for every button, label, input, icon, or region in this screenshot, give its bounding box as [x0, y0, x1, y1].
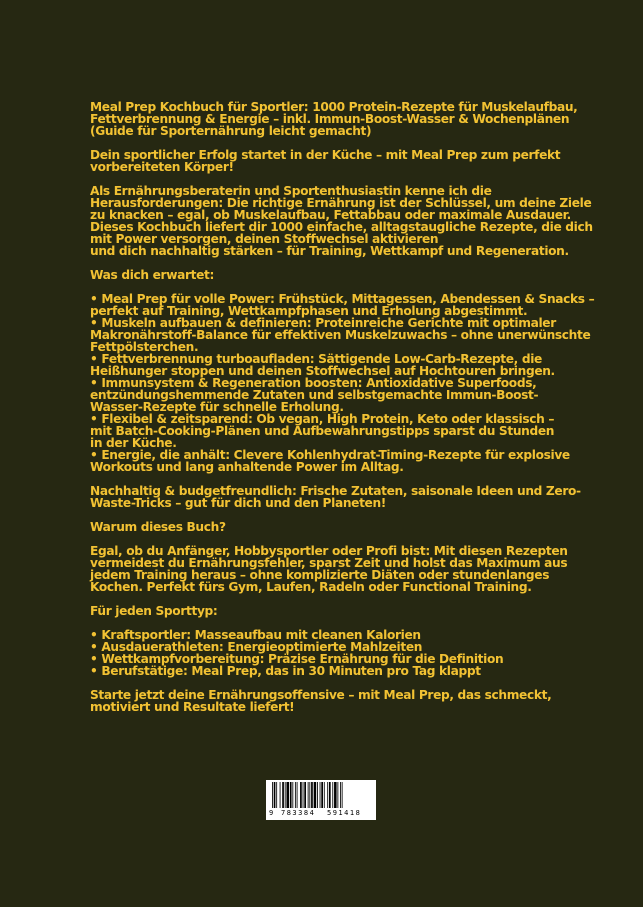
barcode-bar — [332, 782, 333, 808]
intro-line: Dieses Kochbuch liefert dir 1000 einfache, alltagstaugliche Rezepte, die dich — [90, 220, 593, 234]
closing-line: Starte jetzt deine Ernährungsoffensive – mit Meal Prep, das schmeckt, — [90, 688, 552, 702]
list-item: mit Batch-Cooking-Plänen und Aufbewahrungstipps sparst du Stunden — [90, 424, 555, 438]
expect-list — [90, 292, 595, 474]
barcode-bar — [282, 782, 284, 808]
barcode-bar — [342, 782, 343, 808]
barcode-bar — [303, 782, 304, 808]
sustainable-line: Nachhaltig & budgetfreundlich: Frische Zutaten, saisonale Ideen und Zero- — [90, 484, 581, 498]
list-item: • Muskeln aufbauen & definieren: Proteinreiche Gerichte mit optimaler — [90, 316, 556, 330]
barcode-bar — [285, 782, 286, 808]
list-item: • Meal Prep für volle Power: Frühstück, Mittagessen, Abendessen & Snacks – — [90, 292, 595, 306]
list-item: Makronährstoff-Balance für effektiven Muskelzuwachs – ohne unerwünschte — [90, 328, 591, 342]
title-line: (Guide für Sporternährung leicht gemacht) — [90, 124, 372, 138]
list-item: • Kraftsportler: Masseaufbau mit cleanen Kalorien — [90, 628, 421, 642]
list-item: perfekt auf Training, Wettkampfphasen und Erholung abgestimmt. — [90, 304, 528, 318]
barcode-bar — [329, 782, 331, 808]
sport-heading-text: Für jeden Sporttyp: — [90, 604, 218, 618]
why-heading — [90, 521, 558, 533]
intro-line: Herausforderungen: Die richtige Ernährung ist der Schlüssel, um deine Ziele — [90, 196, 592, 210]
barcode-bar — [297, 782, 298, 808]
barcode-bar — [324, 782, 325, 808]
barcode-bar — [317, 782, 318, 808]
barcode-bar — [311, 782, 313, 808]
isbn-barcode — [266, 780, 376, 820]
intro-line: zu knacken – egal, ob Muskelaufbau, Fettabbau oder maximale Ausdauer. — [90, 208, 571, 222]
barcode-bar — [337, 782, 338, 808]
barcode-bar — [300, 782, 302, 808]
list-item: Heißhunger stoppen und deinen Stoffwechsel auf Hochtouren bringen. — [90, 364, 555, 378]
barcode-bar — [334, 782, 337, 808]
barcode-bar — [340, 782, 341, 808]
list-item: Workouts und lang anhaltende Power im Alltag. — [90, 460, 404, 474]
barcode-bars — [272, 782, 370, 808]
sustainable-line: Waste-Tricks – gut für dich und den Planeten! — [90, 496, 386, 510]
list-item: • Fettverbrennung turboaufladen: Sättigende Low-Carb-Rezepte, die — [90, 352, 542, 366]
intro-paragraph — [90, 184, 593, 258]
barcode-bar — [274, 782, 276, 808]
list-item: • Flexibel & zeitsparend: Ob vegan, High Protein, Keto oder klassisch – — [90, 412, 555, 426]
why-line: Kochen. Perfekt fürs Gym, Laufen, Radeln oder Functional Training. — [90, 580, 532, 594]
sport-list — [90, 629, 558, 677]
list-item: • Berufstätige: Meal Prep, das in 30 Minuten pro Tag klappt — [90, 664, 481, 678]
barcode-bar — [327, 782, 328, 808]
barcode-bar — [320, 782, 321, 808]
barcode-bar — [292, 782, 293, 808]
list-item: entzündungshemmende Zutaten und selbstgemachte Immun-Boost- — [90, 388, 539, 402]
why-line: jedem Training heraus – ohne komplizierte Diäten oder stundenlanges — [90, 568, 550, 582]
why-line: vermeidest du Ernährungsfehler, sparst Zeit und holst das Maximum aus — [90, 556, 568, 570]
barcode-bar — [280, 782, 281, 808]
closing-paragraph — [90, 689, 558, 713]
list-item: • Ausdauerathleten: Energieoptimierte Mahlzeiten — [90, 640, 423, 654]
closing-line: motiviert und Resultate liefert! — [90, 700, 295, 714]
barcode-bar — [290, 782, 292, 808]
barcode-digits — [266, 809, 376, 819]
title-line: Fettverbrennung & Energie – inkl. Immun-Boost-Wasser & Wochenplänen — [90, 112, 570, 126]
barcode-bar — [304, 782, 306, 808]
barcode-bar — [308, 782, 309, 808]
book-title — [90, 100, 578, 138]
barcode-bar — [295, 782, 296, 808]
intro-line: und dich nachhaltig stärken – für Training, Wettkampf und Regeneration. — [90, 244, 569, 258]
barcode-bar — [276, 782, 277, 808]
barcode-bar — [314, 782, 317, 808]
why-heading-text: Warum dieses Buch? — [90, 520, 226, 534]
list-item: • Wettkampfvorbereitung: Präzise Ernährung für die Definition — [90, 652, 504, 666]
barcode-first-digit: 9 — [269, 809, 274, 817]
sustainable-paragraph — [90, 484, 581, 510]
intro-line: Als Ernährungsberaterin und Sportenthusiastin kenne ich die — [90, 184, 492, 198]
list-item: • Energie, die anhält: Clevere Kohlenhydrat-Timing-Rezepte für explosive — [90, 448, 570, 462]
list-item: Wasser-Rezepte für schnelle Erholung. — [90, 400, 344, 414]
expect-heading-text: Was dich erwartet: — [90, 268, 215, 282]
list-item: in der Küche. — [90, 436, 177, 450]
barcode-left-group: 783384 — [281, 809, 316, 817]
barcode-bar — [309, 782, 310, 808]
barcode-right-group: 591418 — [327, 809, 362, 817]
why-line: Egal, ob du Anfänger, Hobbysportler oder Profi bist: Mit diesen Rezepten — [90, 544, 568, 558]
intro-line: mit Power versorgen, deinen Stoffwechsel aktivieren — [90, 232, 439, 246]
list-item: • Immunsystem & Regeneration boosten: Antioxidative Superfoods, — [90, 376, 537, 390]
back-cover-text — [90, 100, 595, 725]
title-line: Meal Prep Kochbuch für Sportler: 1000 Protein-Rezepte für Muskelaufbau, — [90, 100, 578, 114]
sport-heading — [90, 605, 558, 617]
barcode-bar — [286, 782, 289, 808]
tagline-line: vorbereiteten Körper! — [90, 160, 234, 174]
why-paragraph — [90, 544, 568, 594]
list-item: Fettpölsterchen. — [90, 340, 199, 354]
tagline — [90, 148, 561, 174]
barcode-bar — [272, 782, 273, 808]
tagline-line: Dein sportlicher Erfolg startet in der Küche – mit Meal Prep zum perfekt — [90, 148, 561, 162]
barcode-bar — [321, 782, 323, 808]
expect-heading — [90, 269, 558, 281]
